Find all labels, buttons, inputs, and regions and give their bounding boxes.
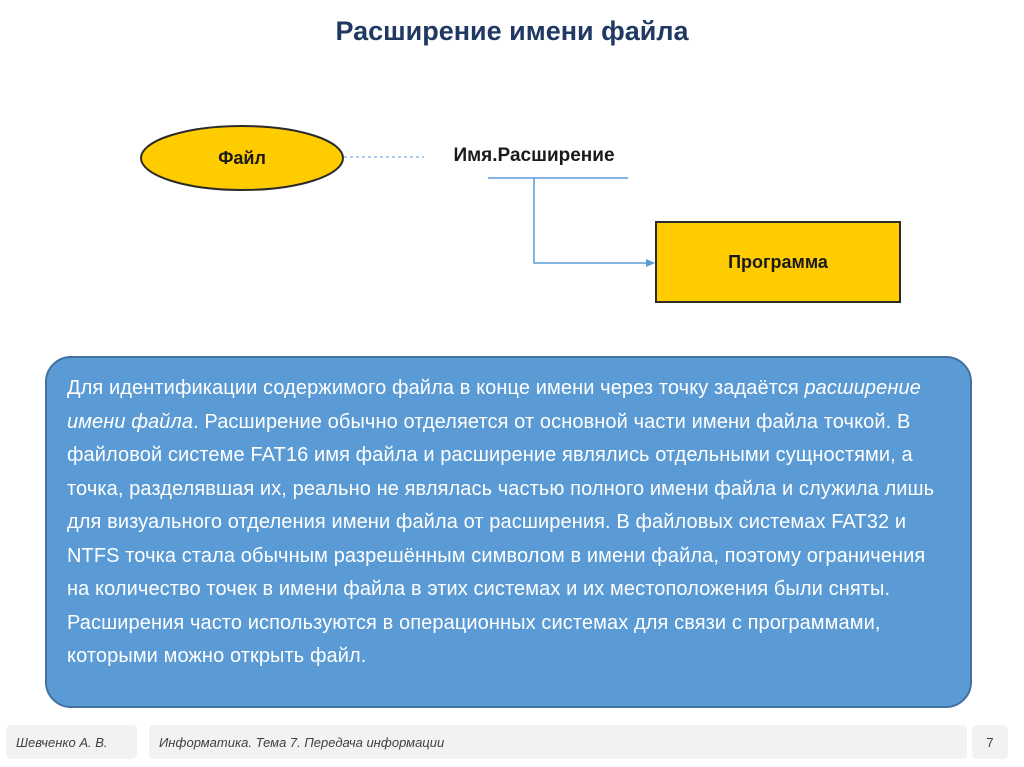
file-label: Файл (218, 147, 266, 168)
info-text-start: Для идентификации содержимого файла в конце имени через точку задаётся (67, 377, 805, 399)
footer-page-number: 7 (972, 725, 1008, 759)
name-extension-label: Имя.Расширение (453, 145, 615, 166)
extension-to-program-arrow (534, 178, 654, 263)
info-text-rest: . Расширение обычно отделяется от основной части имени файла точкой. В файловой системе FAT16 имя файла и расширение являлись отдельными сущностями, а точка, разделявшая их, реально не являлась частью полного имени файла и служила лишь для визуального отделения имени файла от расширения. В файловых системах FAT32 и NTFS точка стала обычным разрешённым символом в имени файла, поэтому ограничения на количество точек в имени файла в этих системах и их местоположения были сняты. Расширения часто используются в операционных системах для связи с программами, которыми можно открыть файл. (67, 410, 935, 667)
info-box (45, 356, 972, 708)
slide-title: Расширение имени файла (335, 16, 689, 46)
program-label: Программа (728, 251, 828, 272)
footer-course: Информатика. Тема 7. Передача информации (149, 725, 967, 759)
info-text-term: расширение имени файла (67, 377, 921, 433)
footer-author: Шевченко А. В. (6, 725, 137, 759)
